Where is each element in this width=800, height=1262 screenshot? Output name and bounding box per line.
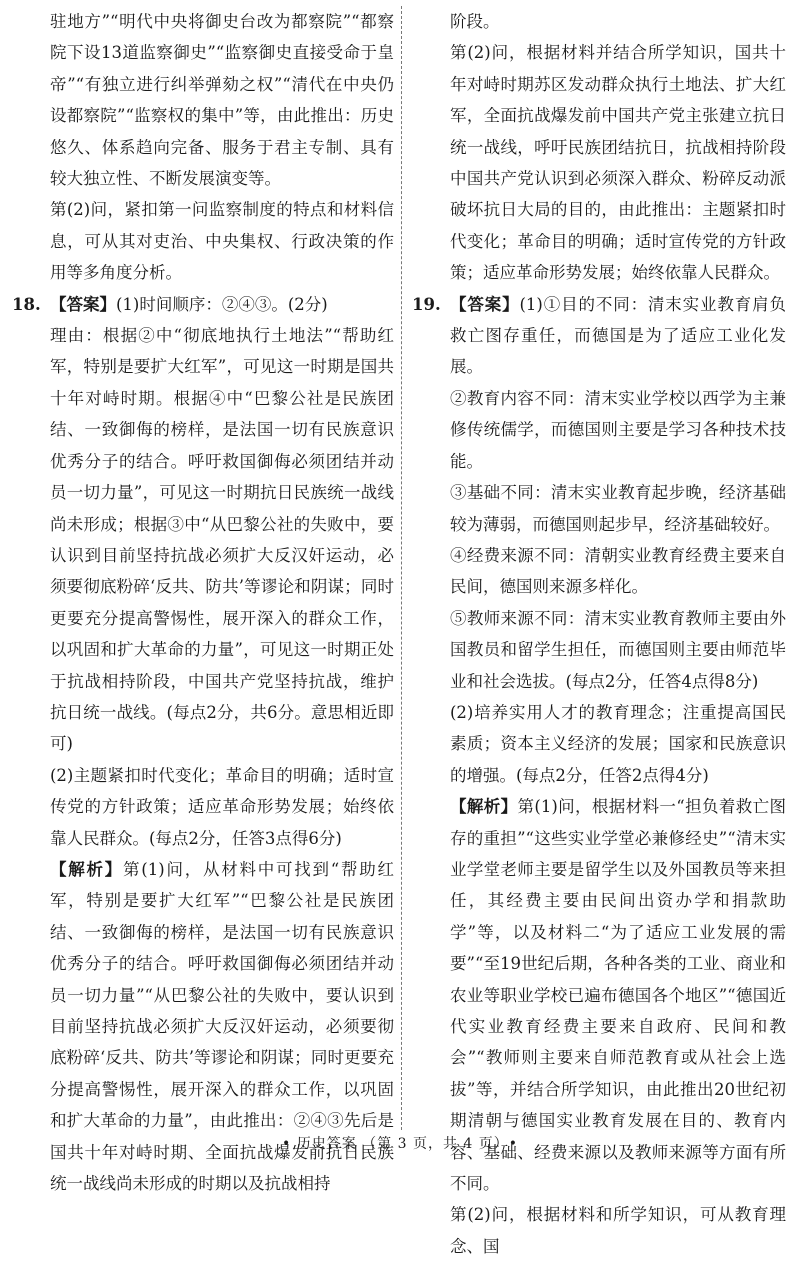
q18-answer-tag: 【答案】 <box>50 294 116 314</box>
q19-answer1: (1)①目的不同：清末实业教育肩负救亡图存重任，而德国是为了适应工业化发展。 <box>450 294 787 377</box>
q19-analysis-tag: 【解析】 <box>450 797 518 817</box>
q18-reason: 理由：根据②中“彻底地执行土地法”“帮助红军，特别是要扩大红军”，可见这一时期是国共十年对峙时期。根据④中“巴黎公社是民族团结、一致御侮的榜样，是法国一切有民族意识优秀分子的结合。呼吁救国御侮必须团结并动员一切力量”，可见这一时期抗日民族统一战线尚未形成；根据③中“从巴黎公社的失败中，要认识到目前坚持抗战必须扩大反汉奸运动，必须要彻底粉碎‘反共、防共’等谬论和阴谋；同时更要充分提高警惕性，展开深入的群众工作，以巩固和扩大革命的力量”，可见这一时期正处于抗战相持阶段，中国共产党坚持抗战，维护抗日统一战线。(每点2分，共6分。意思相近即可) <box>50 326 394 754</box>
q17-analysis-part2: 第(2)问，紧扣第一问监察制度的特点和材料信息，可从其对吏治、中央集权、行政决策的作用等多角度分析。 <box>50 200 394 283</box>
q19-answer-line <box>412 289 786 383</box>
q18-analysis-tag: 【解析】 <box>50 859 124 879</box>
q18-analysis-text: 第(1)问，从材料中可找到“帮助红军，特别是要扩大红军”“巴黎公社是民族团结、一致御侮的榜样，是法国一切有民族意识优秀分子的结合。呼吁救国御侮必须团结并动员一切力量”“从巴黎公社的失败中，要认识到目前坚持抗战必须扩大反汉奸运动，必须要彻底粉碎‘反共、防共’等谬论和阴谋；同时更要充分提高警惕性，展开深入的群众工作，以巩固和扩大革命的力量”，由此推出：②④③先后是国共十年对峙时期、全面抗战爆发前抗日民族统一战线尚未形成的时期以及抗战相持 <box>50 859 395 1194</box>
q19-answer2: ②教育内容不同：清末实业学校以西学为主兼修传统儒学，而德国则主要是学习各种技术技能。 <box>450 388 786 471</box>
right-column <box>412 6 786 1262</box>
q19-analysis-part2: 第(2)问，根据材料和所学知识，可从教育理念、国 <box>450 1205 786 1256</box>
column-divider <box>401 6 402 1130</box>
q19-answer6: (2)培养实用人才的教育理念；注重提高国民素质；资本主义经济的发展；国家和民族意识的增强。(每点2分，任答2点得4分) <box>450 702 786 785</box>
q18-answer-line <box>12 289 394 320</box>
q18-number: 18. <box>12 294 41 314</box>
q19-analysis-text: 第(1)问，根据材料一“担负着救亡图存的重担”“这些实业学堂必兼修经史”“清末实业学堂老师主要是留学生以及外国教员等来担任，其经费主要由民间出资办学和捐款助学”等，以及材料二“为了适应工业发展的需要”“至19世纪后期，各种各类的工业、商业和农业等职业学校已遍布德国各个地区”“德国近代实业教育经费主要来自政府、民间和教会”“教师则主要来自师范教育或从社会上选拔”等，并结合所学知识，由此推出20世纪初期清朝与德国实业教育发展在目的、教育内容、基础、经费来源以及教师来源等方面有所不同。 <box>450 797 786 1194</box>
q18-answer1: (1)时间顺序：②④③。(2分) <box>116 294 328 314</box>
q19-answer5: ⑤教师来源不同：清末实业教育教师主要由外国教员和留学生担任，而德国则主要由师范毕业和社会选拔。(每点2分，任答4点得8分) <box>450 608 786 691</box>
q19-answer-tag: 【答案】 <box>450 294 520 314</box>
q19-number: 19. <box>412 294 441 314</box>
q18-analysis-part2: 第(2)问，根据材料并结合所学知识，国共十年对峙时期苏区发动群众执行土地法、扩大红军，全面抗战爆发前中国共产党主张建立抗日统一战线，呼吁民族团结抗日，抗战相持阶段中国共产党认识到必须深入群众、粉碎反动派破坏抗日大局的目的，由此推出：主题紧扣时代变化；革命目的明确；适时宣传党的方针政策；适应革命形势发展；始终依靠人民群众。 <box>450 43 786 283</box>
q18-analysis-continued: 阶段。 <box>450 12 500 31</box>
q19-answer3: ③基础不同：清末实业教育起步晚，经济基础较为薄弱，而德国则起步早，经济基础较好。 <box>450 483 786 534</box>
q19-answer4: ④经费来源不同：清朝实业教育经费主要来自民间，德国则来源多样化。 <box>450 545 786 597</box>
left-column <box>12 6 394 1199</box>
q17-analysis-continued: 驻地方”“明代中央将御史台改为都察院”“都察院下设13道监察御史”“监察御史直接受命于皇帝”“有独立进行纠举弹劾之权”“清代在中央仍设都察院”“监察权的集中”等，由此推出：历史悠久、体系趋向完备、服务于君主专制、具有较大独立性、不断发展演变等。 <box>50 12 394 189</box>
page-footer: • 历史答案 （第 3 页，共 4 页）• <box>281 1136 519 1152</box>
q18-answer2: (2)主题紧扣时代变化；革命目的明确；适时宣传党的方针政策；适应革命形势发展；始终依靠人民群众。(每点2分，任答3点得6分) <box>50 765 394 848</box>
